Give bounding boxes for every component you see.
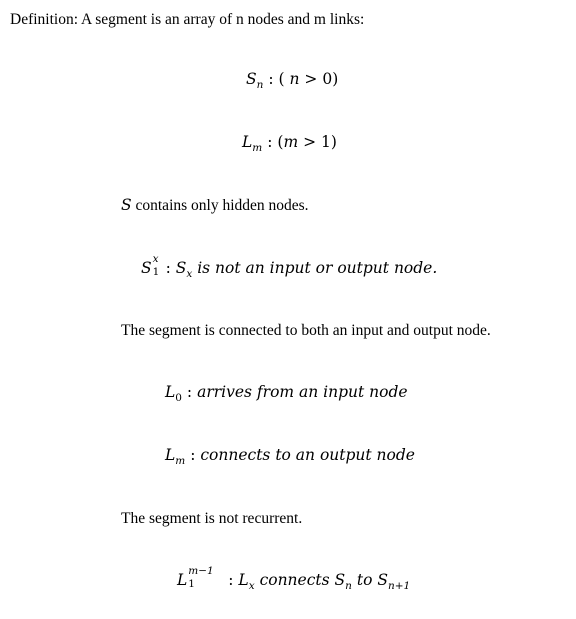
definition-text: Definition: A segment is an array of n nodes and m links: <box>10 11 365 28</box>
greater-than: > <box>303 133 317 151</box>
segment-bound: 0 <box>322 70 333 88</box>
links-size-equation <box>242 133 337 154</box>
link-x-subscript: x <box>248 579 255 592</box>
links-subscript: m <box>252 141 263 154</box>
input-link-subscript: 0 <box>175 391 182 404</box>
segment-node-symbol: S <box>175 259 187 277</box>
output-link-subscript: m <box>175 454 186 467</box>
greater-than: > <box>304 70 318 88</box>
link-symbol: L <box>165 383 176 401</box>
segment-size-equation <box>246 70 339 91</box>
recurrence-subscript: 1 <box>188 578 195 590</box>
close-paren: ) <box>332 70 339 88</box>
segment-symbol: S <box>246 70 257 88</box>
input-link-equation <box>165 383 408 404</box>
open-paren: ( <box>278 70 285 88</box>
links-symbol: L <box>242 133 253 151</box>
input-link-text: arrives from an input node <box>197 383 408 401</box>
link-symbol: L <box>177 571 188 589</box>
hidden-nodes-statement <box>121 198 309 214</box>
recurrence-superscript: m−1 <box>188 565 214 577</box>
segment-symbol: S <box>141 259 152 277</box>
segment-subscript: n <box>256 78 264 91</box>
target-segment-symbol: S <box>377 571 388 589</box>
recurrent-statement: The segment is not recurrent. <box>121 510 303 527</box>
colon: : <box>268 70 274 88</box>
open-paren: ( <box>277 133 284 151</box>
colon: : <box>267 133 273 151</box>
hidden-equation <box>141 253 438 280</box>
close-paren: ) <box>330 133 337 151</box>
connected-statement: The segment is connected to both an input and output node. <box>121 322 491 339</box>
recurrence-equation <box>177 565 411 592</box>
colon: : <box>186 383 193 401</box>
hidden-superscript: x <box>152 253 159 265</box>
hidden-equation-text: is not an input or output node. <box>197 259 438 277</box>
hidden-nodes-text: contains only hidden nodes. <box>131 197 309 214</box>
colon: : <box>165 259 171 277</box>
hidden-subscript: 1 <box>152 266 160 278</box>
link-symbol: L <box>165 446 176 464</box>
target-segment-subscript: n+1 <box>387 579 411 592</box>
colon: : <box>228 571 234 589</box>
connects-word: connects <box>259 571 330 589</box>
output-link-equation <box>165 446 415 467</box>
segment-node-subscript: x <box>186 267 193 280</box>
segment-variable: n <box>289 70 300 88</box>
links-bound: 1 <box>321 133 331 151</box>
link-x-symbol: L <box>238 571 249 589</box>
segment-symbol: S <box>121 196 132 214</box>
source-segment-subscript: n <box>345 579 352 592</box>
output-link-text: connects to an output node <box>200 446 415 464</box>
links-variable: m <box>283 133 299 151</box>
source-segment-symbol: S <box>334 571 346 589</box>
colon: : <box>190 446 196 464</box>
to-word: to <box>356 571 373 589</box>
